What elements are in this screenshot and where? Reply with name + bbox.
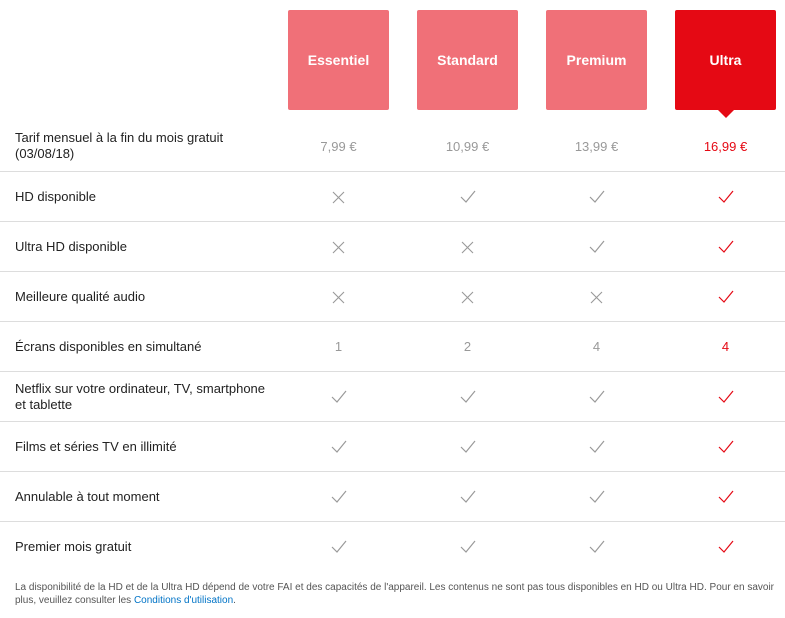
check-icon: [675, 539, 776, 555]
feature-label: HD disponible: [15, 188, 96, 204]
check-icon: [675, 439, 776, 455]
cross-icon: [417, 289, 518, 304]
cross-icon: [288, 289, 389, 304]
plan-value: 2: [463, 339, 472, 354]
cross-icon: [288, 189, 389, 204]
plan-premium-button[interactable]: Premium: [546, 10, 647, 110]
table-row: [0, 321, 785, 371]
table-row: [0, 371, 785, 421]
plan-value: 4: [721, 339, 730, 354]
check-icon: [546, 539, 647, 555]
table-row: [0, 171, 785, 221]
plan-standard-button[interactable]: Standard: [417, 10, 518, 110]
cross-icon: [546, 289, 647, 304]
check-icon: [546, 239, 647, 255]
check-icon: [417, 439, 518, 455]
table-row: [0, 421, 785, 471]
feature-label: Ultra HD disponible: [15, 238, 127, 254]
feature-label: Premier mois gratuit: [15, 538, 132, 554]
plan-ultra-button[interactable]: Ultra: [675, 10, 776, 110]
footer-text: La disponibilité de la HD et de la Ultra HD dépend de votre FAI et des capacités de l'appareil. Les contenus ne sont pas tous disponibles en HD ou Ultra HD. Pour en savoir plus, veuillez consulter les: [15, 582, 775, 606]
footer-end: .: [233, 595, 236, 606]
check-icon: [675, 189, 776, 205]
check-icon: [546, 389, 647, 405]
check-icon: [546, 189, 647, 205]
table-row: [0, 271, 785, 321]
feature-label: Annulable à tout moment: [15, 488, 160, 504]
table-row: [0, 221, 785, 271]
plan-value: 7,99 €: [320, 138, 357, 154]
check-icon: [417, 489, 518, 505]
terms-link[interactable]: Conditions d'utilisation: [133, 595, 234, 606]
plan-comparison-table: [0, 121, 785, 571]
table-row: [0, 471, 785, 521]
plan-value: 16,99 €: [703, 138, 748, 154]
check-icon: [288, 489, 389, 505]
check-icon: [288, 539, 389, 555]
check-icon: [675, 289, 776, 305]
check-icon: [417, 189, 518, 205]
check-icon: [288, 439, 389, 455]
check-icon: [675, 489, 776, 505]
feature-label: Écrans disponibles en simultané: [15, 338, 202, 354]
plan-value: 4: [592, 339, 601, 354]
feature-label: Films et séries TV en illimité: [15, 438, 177, 454]
check-icon: [417, 539, 518, 555]
cross-icon: [417, 239, 518, 254]
feature-label: Netflix sur votre ordinateur, TV, smartphone et tablette: [15, 380, 266, 412]
plan-selector: [0, 10, 785, 110]
plan-value: 13,99 €: [574, 138, 619, 154]
feature-label: Tarif mensuel à la fin du mois gratuit (03/08/18): [15, 130, 224, 161]
table-row: [0, 521, 785, 571]
feature-label: Meilleure qualité audio: [15, 288, 146, 304]
check-icon: [675, 389, 776, 405]
cross-icon: [288, 239, 389, 254]
table-row: [0, 121, 785, 171]
check-icon: [675, 239, 776, 255]
check-icon: [546, 439, 647, 455]
plan-value: 1: [334, 339, 343, 354]
check-icon: [546, 489, 647, 505]
check-icon: [417, 389, 518, 405]
check-icon: [288, 389, 389, 405]
plan-essentiel-button[interactable]: Essentiel: [288, 10, 389, 110]
footer-note: [15, 581, 780, 607]
plan-value: 10,99 €: [445, 138, 490, 154]
